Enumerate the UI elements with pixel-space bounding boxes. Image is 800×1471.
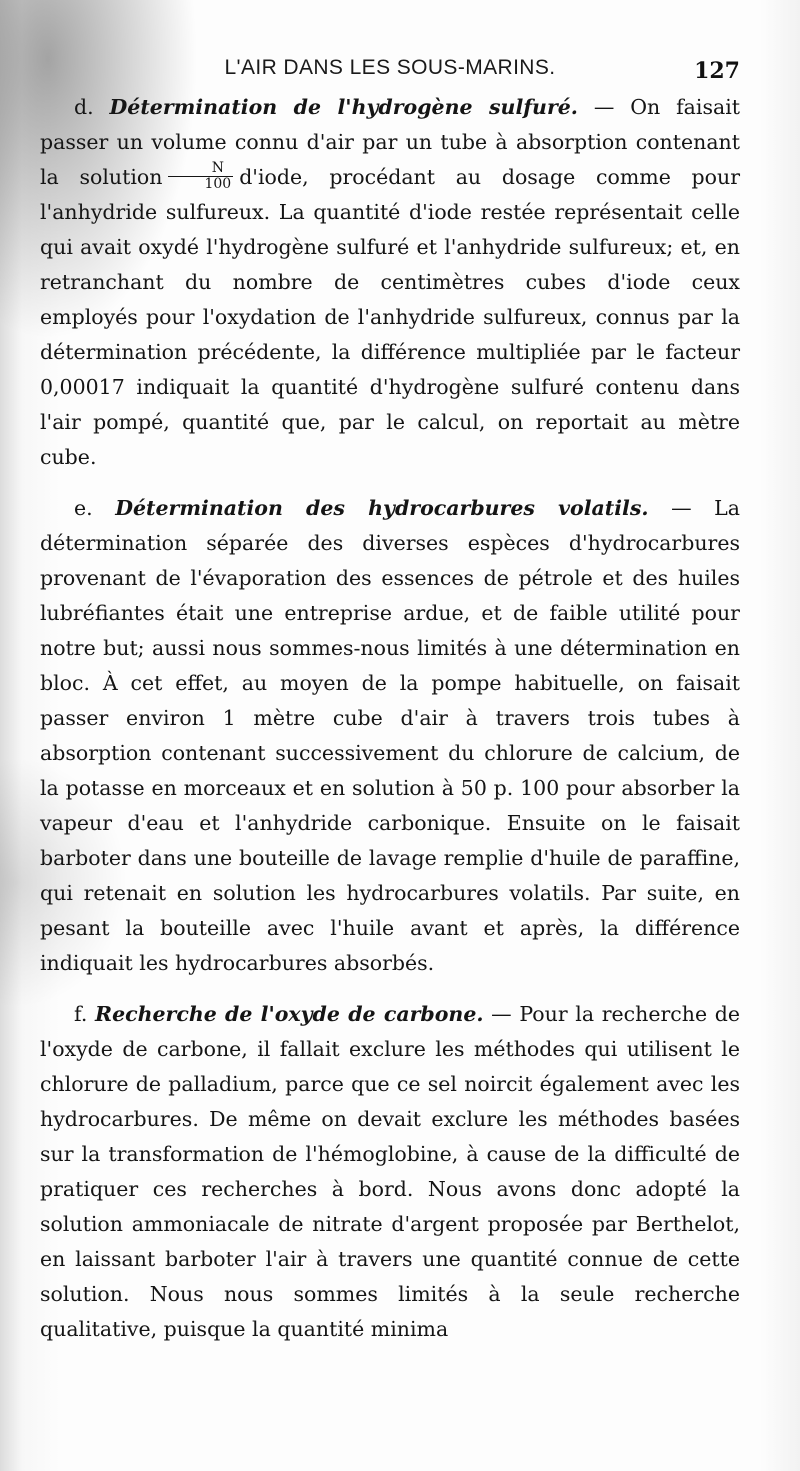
page-number: 127 <box>694 58 740 84</box>
section-label-f: f. <box>74 1002 88 1026</box>
fraction-denominator: 100 <box>204 176 232 192</box>
fraction-numerator: N <box>168 161 233 177</box>
fraction-n-100 <box>168 161 233 192</box>
paragraph-e <box>40 491 740 981</box>
paragraph-f-text: Pour la recherche de l'oxyde de carbone, il fallait exclure les méthodes qui utilisent le chlorure de palladium, parce que ce sel noircit également avec les hydrocarbures. De même on devait exclure les méthodes basées sur la transformation de l'hémoglobine, à cause de la difficulté de pratiquer ces recherches à bord. Nous avons donc adopté la solution ammoniacale de nitrate d'argent proposée par Berthelot, en laissant barboter l'air à travers une quantité connue de cette solution. Nous nous sommes limités à la seule recherche qualitative, puisque la quantité minima <box>40 1002 740 1341</box>
paragraph-f <box>40 997 740 1347</box>
paragraph-d <box>40 90 740 475</box>
section-title-f: Recherche de l'oxyde de carbone. <box>95 1002 484 1026</box>
section-dash-e: — <box>648 496 715 520</box>
paragraph-d-text-1: On faisait passer un volume connu d'air par un tube à absorption contenant la solution <box>40 95 740 189</box>
paragraph-d-text-2: d'iode, procédant au dosage comme pour l'anhydride sulfureux. La quantité d'iode restée représentait celle qui avait oxydé l'hydrogène sulfuré et l'anhydride sulfureux; et, en retranchant du nombre de centimètres cubes d'iode ceux employés pour l'oxydation de l'anhydride sulfureux, connus par la détermination précédente, la différence multipliée par le facteur 0,00017 indiquait la quantité d'hydrogène sulfuré contenu dans l'air pompé, quantité que, par le calcul, on reportait au mètre cube. <box>40 165 740 469</box>
section-label-d: d. <box>74 95 94 119</box>
section-title-d: Détermination de l'hydrogène sulfuré. <box>109 95 578 119</box>
paragraph-e-text: La détermination séparée des diverses espèces d'hydrocarbures provenant de l'évaporation des essences de pétrole et des huiles lubréfiantes était une entreprise ardue, et de faible utilité pour notre but; aussi nous sommes-nous limités à une détermination en bloc. À cet effet, au moyen de la pompe habituelle, on faisait passer environ 1 mètre cube d'air à travers trois tubes à absorption contenant successivement du chlorure de calcium, de la potasse en morceaux et en solution à 50 p. 100 pour absorber la vapeur d'eau et l'anhydride carbonique. Ensuite on le faisait barboter dans une bouteille de lavage remplie d'huile de paraffine, qui retenait en solution les hydrocarbures volatils. Par suite, en pesant la bouteille avec l'huile avant et après, la différence indiquait les hydrocarbures absorbés. <box>40 496 740 975</box>
section-dash-d: — <box>577 95 631 119</box>
section-title-e: Détermination des hydrocarbures volatils. <box>115 496 649 520</box>
page-header <box>40 56 740 92</box>
section-dash-f: — <box>483 1002 520 1026</box>
running-title: L'AIR DANS LES SOUS-MARINS. <box>224 56 556 79</box>
section-label-e: e. <box>74 496 93 520</box>
body-text <box>40 90 740 1363</box>
